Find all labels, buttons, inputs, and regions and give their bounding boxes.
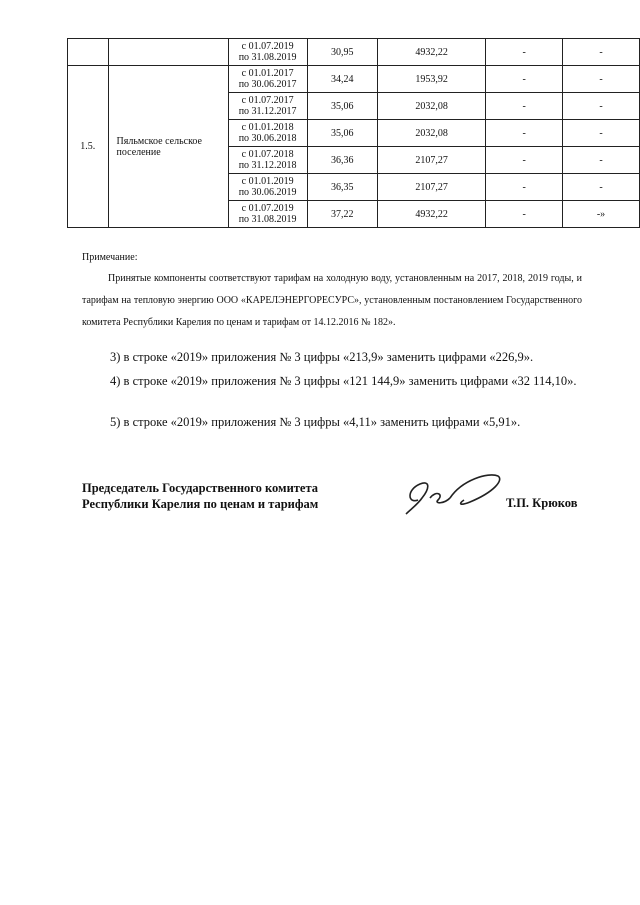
note-label: Примечание: <box>82 252 138 263</box>
table-row <box>68 39 640 66</box>
signatory-title-line2: Республики Карелия по ценам и тарифам <box>82 497 319 511</box>
period-from: с 01.07.2017 <box>241 95 294 106</box>
signatory-title <box>82 480 318 512</box>
clause-3: 3) в строке «2019» приложения № 3 цифры «213,9» заменить цифрами «226,9». <box>110 350 534 364</box>
cell-value-2: 2032,08 <box>377 120 486 147</box>
cell-value-3: - <box>486 201 563 228</box>
group-number: 1.5. <box>68 66 109 228</box>
cell-value-2: 2032,08 <box>377 93 486 120</box>
group-name: Пяльмское сельское поселение <box>108 66 228 228</box>
cell-value-4: - <box>563 174 640 201</box>
cell-value-2: 2107,27 <box>377 147 486 174</box>
cell-value-2: 1953,92 <box>377 66 486 93</box>
cell-value-4: - <box>563 39 640 66</box>
tariff-table <box>67 38 640 228</box>
period-to: по 30.06.2018 <box>238 133 297 144</box>
cell-value-3: - <box>486 39 563 66</box>
cell-period <box>228 201 307 228</box>
cell-value-4: -» <box>563 201 640 228</box>
clause-5: 5) в строке «2019» приложения № 3 цифры «4,11» заменить цифрами «5,91». <box>110 415 521 429</box>
cell-value-4: - <box>563 66 640 93</box>
handwritten-signature <box>400 470 510 520</box>
cell-value-3: - <box>486 120 563 147</box>
signatory-name: Т.П. Крюков <box>506 496 578 510</box>
cell-value-1: 37,22 <box>307 201 377 228</box>
cell-name-empty <box>108 39 228 66</box>
cell-value-2: 4932,22 <box>377 39 486 66</box>
signatory-title-line1: Председатель Государственного комитета <box>82 481 319 495</box>
cell-number-empty <box>68 39 109 66</box>
clause-4: 4) в строке «2019» приложения № 3 цифры «121 144,9» заменить цифрами «32 114,10». <box>110 374 577 388</box>
cell-value-3: - <box>486 174 563 201</box>
cell-value-3: - <box>486 66 563 93</box>
cell-period <box>228 93 307 120</box>
cell-value-1: 30,95 <box>307 39 377 66</box>
cell-value-4: - <box>563 120 640 147</box>
cell-value-4: - <box>563 93 640 120</box>
table-row <box>68 66 640 93</box>
cell-period <box>228 120 307 147</box>
period-from: с 01.07.2019 <box>241 41 294 52</box>
cell-period <box>228 147 307 174</box>
period-from: с 01.01.2017 <box>241 68 294 79</box>
cell-value-2: 2107,27 <box>377 174 486 201</box>
cell-value-1: 35,06 <box>307 93 377 120</box>
period-from: с 01.07.2019 <box>241 203 294 214</box>
cell-value-2: 4932,22 <box>377 201 486 228</box>
period-to: по 31.12.2018 <box>238 160 297 171</box>
cell-value-3: - <box>486 147 563 174</box>
note-text: Принятые компоненты соответствуют тарифам на холодную воду, установленным на 2017, 2018, 2019 годы, и тарифам на тепловую энергию ООО «КАРЕЛЭНЕРГОРЕСУРС», установленным постановлением Государственного комитета Республики Карелия по ценам и тарифам от 14.12.2016 № 182». <box>82 273 582 328</box>
cell-value-4: - <box>563 147 640 174</box>
period-from: с 01.07.2018 <box>241 149 294 160</box>
period-to: по 31.08.2019 <box>238 214 297 225</box>
cell-value-1: 34,24 <box>307 66 377 93</box>
period-from: с 01.01.2018 <box>241 122 294 133</box>
period-to: по 30.06.2019 <box>238 187 297 198</box>
cell-period <box>228 66 307 93</box>
cell-value-1: 35,06 <box>307 120 377 147</box>
period-to: по 30.06.2017 <box>238 79 297 90</box>
cell-value-1: 36,36 <box>307 147 377 174</box>
cell-value-1: 36,35 <box>307 174 377 201</box>
period-to: по 31.12.2017 <box>238 106 297 117</box>
cell-value-3: - <box>486 93 563 120</box>
cell-period <box>228 174 307 201</box>
period-from: с 01.01.2019 <box>241 176 294 187</box>
cell-period <box>228 39 307 66</box>
period-to: по 31.08.2019 <box>238 52 297 63</box>
